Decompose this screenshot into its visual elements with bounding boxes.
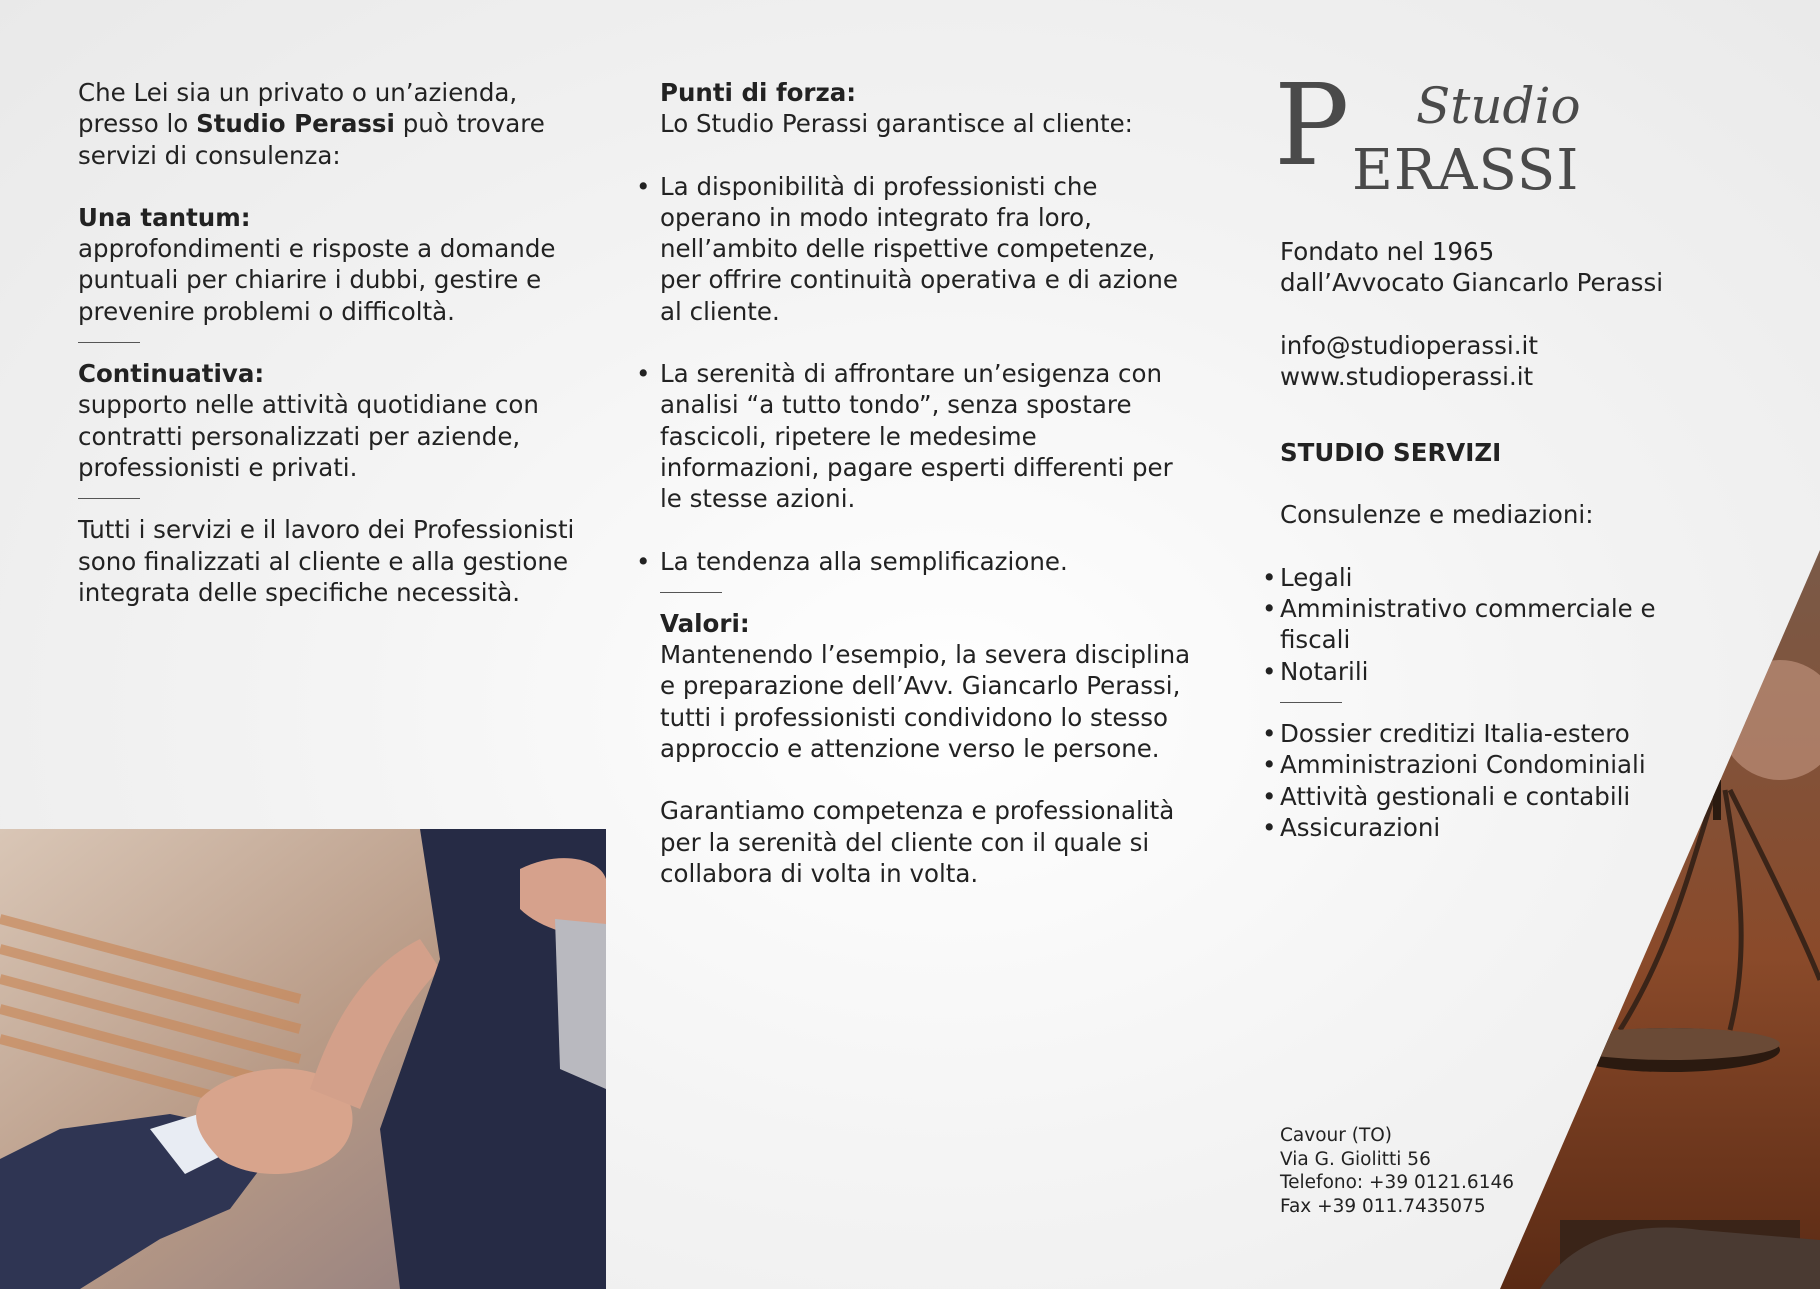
intro-paragraph xyxy=(78,77,598,171)
founded-line-a: Fondato nel 1965 xyxy=(1280,237,1495,266)
list-item: • La serenità di affrontare un’esigenza con analisi “a tutto tondo”, senza spostare fascicoli, ripetere le medesime informazioni, pagare esperti differenti per le stesse azioni. xyxy=(660,358,1200,514)
una-tantum-title: Una tantum: xyxy=(78,202,251,232)
services-title: STUDIO SERVIZI xyxy=(1280,438,1502,468)
strengths-intro: Lo Studio Perassi garantisce al cliente: xyxy=(660,109,1133,139)
address-street: Via G. Giolitti 56 xyxy=(1280,1148,1431,1170)
values-text: Mantenendo l’esempio, la severa disciplina e preparazione dell’Avv. Giancarlo Perassi, tutti i professionisti condividono lo stesso approccio e attenzione verso le persone. xyxy=(660,640,1191,764)
studio-perassi-logo xyxy=(1274,61,1581,204)
email-link[interactable]: info@studioperassi.it xyxy=(1280,330,1538,360)
list-item: • Assicurazioni xyxy=(1280,812,1720,843)
divider xyxy=(660,592,722,593)
list-item: • Notarili xyxy=(1280,656,1720,687)
logo-letter-p: P xyxy=(1274,61,1350,191)
handshake-photo xyxy=(0,829,606,1289)
services-intro: Consulenze e mediazioni: xyxy=(1280,500,1594,530)
website-link[interactable]: www.studioperassi.it xyxy=(1280,361,1534,391)
una-tantum-text: approfondimenti e risposte a domande puntuali per chiarire i dubbi, gestire e prevenire problemi o difficoltà. xyxy=(78,234,556,326)
list-item: • Amministrativo commerciale e fiscali xyxy=(1280,593,1700,656)
list-item: • Attività gestionali e contabili xyxy=(1280,781,1720,812)
values-title: Valori: xyxy=(660,608,750,638)
intro-line-c: può trovare servizi di consulenza: xyxy=(78,109,545,170)
list-item: • La tendenza alla semplificazione. xyxy=(660,546,1200,577)
list-item: • Amministrazioni Condominiali xyxy=(1280,749,1720,780)
strengths-list xyxy=(660,171,1200,577)
divider xyxy=(78,498,140,499)
column-intro xyxy=(78,77,598,608)
intro-studio-name: Studio Perassi xyxy=(196,109,395,139)
column-strengths xyxy=(660,77,1200,889)
divider xyxy=(1280,702,1342,703)
closing-paragraph: Tutti i servizi e il lavoro dei Professionisti sono finalizzati al cliente e alla gestione integrata delle specifiche necessità. xyxy=(78,515,575,607)
logo-studio: Studio xyxy=(1416,77,1581,135)
continuativa-text: supporto nelle attività quotidiane con contratti personalizzati per aziende, professionisti e privati. xyxy=(78,390,539,482)
logo-erassi: ERASSI xyxy=(1352,138,1580,203)
address-phone[interactable]: Telefono: +39 0121.6146 xyxy=(1280,1172,1515,1193)
strengths-title: Punti di forza: xyxy=(660,78,857,107)
list-item: • Dossier creditizi Italia-estero xyxy=(1280,718,1720,749)
list-item: • La disponibilità di professionisti che operano in modo integrato fra loro, nell’ambito delle rispettive competenze, per offrire continuità operativa e di azione al cliente. xyxy=(660,171,1200,327)
intro-line-b: presso lo xyxy=(78,109,197,139)
guarantee-text: Garantiamo competenza e professionalità per la serenità del cliente con il quale si collabora di volta in volta. xyxy=(660,796,1175,888)
address-city: Cavour (TO) xyxy=(1280,1125,1393,1146)
list-item: • Legali xyxy=(1280,562,1720,593)
continuativa-title: Continuativa: xyxy=(78,359,265,389)
founded-line-b: dall’Avvocato Giancarlo Perassi xyxy=(1280,268,1664,298)
intro-line-a: Che Lei sia un privato o un’azienda, xyxy=(78,78,518,107)
divider xyxy=(78,342,140,343)
scales-of-justice-photo xyxy=(1500,550,1820,1289)
address-block xyxy=(1280,1124,1514,1218)
address-fax: Fax +39 011.7435075 xyxy=(1280,1195,1486,1217)
